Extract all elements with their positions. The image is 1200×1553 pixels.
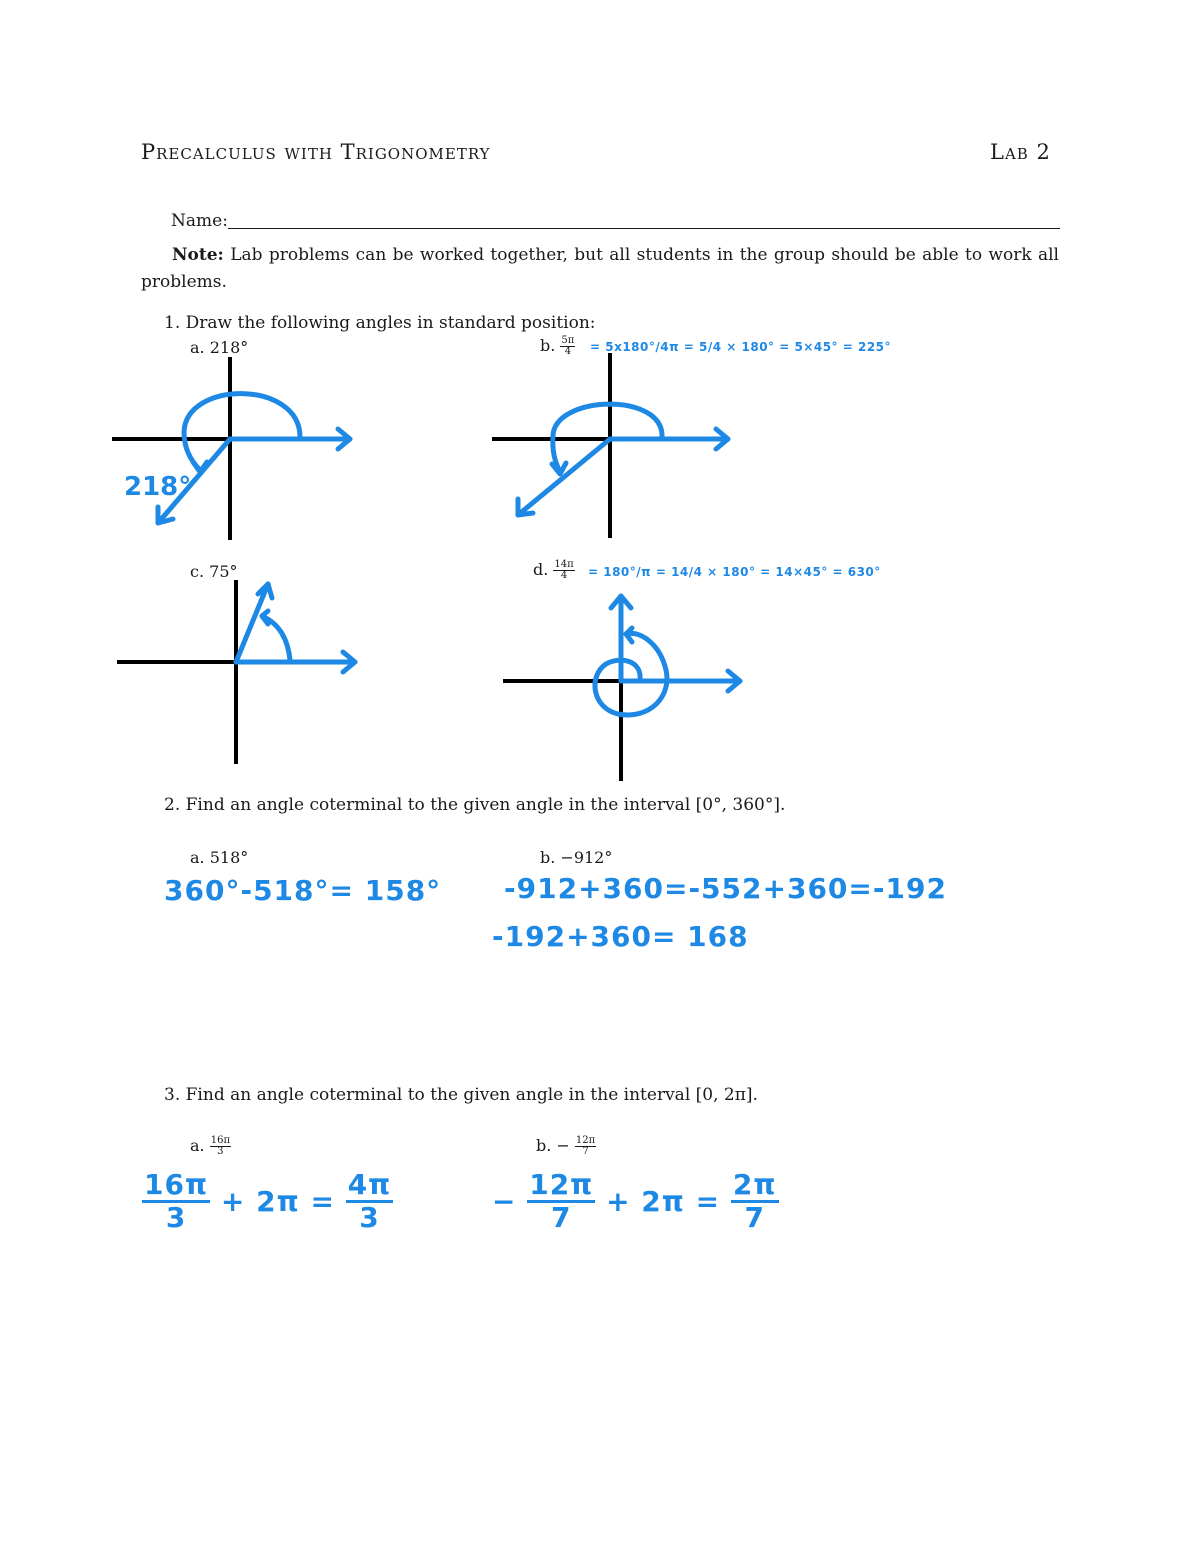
diagram-d-630 [503,596,740,781]
problem-2-text: Find an angle coterminal to the given angle in the interval [0°, 360°]. [185,795,786,815]
problem-3-text: Find an angle coterminal to the given angle in the interval [0, 2π]. [185,1085,758,1105]
name-label: Name: [171,211,228,231]
p3b-work-result-num: 2π [732,1168,777,1201]
p1d-den: 4 [560,570,568,581]
p1d-label [533,560,575,581]
course-title: Precalculus with Trigonometry [141,140,491,164]
p3b-num: 12π [575,1135,596,1146]
p1d-prefix: d. [533,560,549,579]
p3b-work-den: 7 [551,1201,572,1234]
diagram-b-225 [492,353,728,538]
diagram-b-terminal-side [518,439,610,515]
p3a-handwritten-work [142,1170,393,1233]
p3a-prefix: a. [190,1136,205,1155]
p3a-work-result-num: 4π [347,1168,392,1201]
p3a-num: 16π [210,1135,231,1146]
p1b-den: 4 [564,346,572,357]
diagram-c-75 [117,580,355,764]
note-text: Lab problems can be worked together, but all students in the group should be able to work all problems. [141,245,1059,292]
p2b-handwritten-work-line1: -912+360=-552+360=-192 [504,872,947,905]
p3b-den: 7 [582,1146,589,1157]
p3b-work-result-den: 7 [744,1201,765,1234]
p1b-num: 5π [561,335,575,346]
p3b-prefix: b. − [536,1136,570,1155]
p1a-angle-annotation: 218° [124,472,192,502]
p3a-den: 3 [217,1146,224,1157]
p2a-handwritten-work: 360°-518°= 158° [164,874,442,907]
lab-title: Lab 2 [990,140,1051,164]
p3a-work-den: 3 [165,1201,187,1234]
p3a-work-result [346,1170,394,1233]
problem-2-number: 2. [164,795,181,815]
p2b-handwritten-work-line2: -192+360= 168 [492,920,749,953]
p3b-work-sign: − [492,1185,517,1218]
diagram-a-218 [112,357,350,540]
p3b-work-fraction [527,1170,595,1233]
p3b-work-middle: + 2π = [606,1185,721,1218]
p2a-label: a. 518° [190,848,249,867]
p3b-work-result [731,1170,779,1233]
p3a-label [190,1136,231,1157]
p1b-prefix: b. [540,336,556,355]
diagram-a-rotation-arc [184,394,300,470]
p1d-num: 14π [554,559,574,570]
p1b-handwritten-work: = 5x180°/4π = 5/4 × 180° = 5×45° = 225° [590,340,892,354]
p3a-work-num: 16π [144,1168,209,1201]
problem-1-text: Draw the following angles in standard position: [185,313,596,333]
p1d-handwritten-work: = 180°/π = 14/4 × 180° = 14×45° = 630° [588,565,881,579]
p3b-work-num: 12π [529,1168,594,1201]
p3a-work-result-den: 3 [359,1201,380,1234]
p3a-work-middle: + 2π = [220,1185,335,1218]
problem-1-number: 1. [164,313,181,333]
p2b-label: b. −912° [540,848,613,867]
p1d-fraction [553,560,574,581]
problem-2-prompt [164,792,785,819]
p3b-handwritten-work [492,1170,779,1233]
p3a-work-fraction [142,1170,210,1233]
p1c-label: c. 75° [190,562,238,581]
p3b-label [536,1136,596,1157]
p3a-fraction [210,1136,231,1157]
problem-3-prompt [164,1082,758,1109]
diagram-d-rotation-spiral [595,633,667,715]
p1a-label: a. 218° [190,338,249,357]
note-label: Note: [172,245,224,265]
diagram-c-terminal-side [236,584,268,662]
p3b-fraction [575,1136,596,1157]
problem-3-number: 3. [164,1085,181,1105]
